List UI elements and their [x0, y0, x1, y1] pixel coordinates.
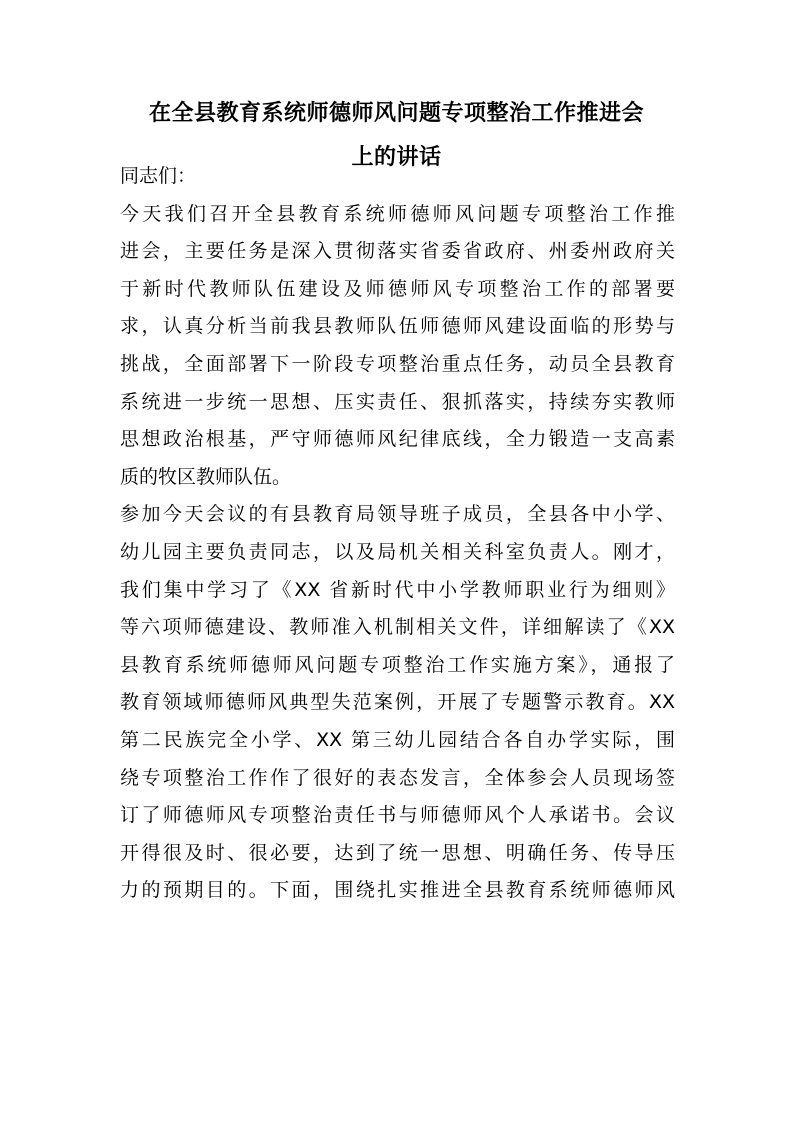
- text-line: 县教育系统师德师风问题专项整治工作实施方案》，通报了: [120, 653, 675, 676]
- text-line: 质的牧区教师队伍。: [120, 465, 292, 488]
- text-line: 于新时代教师队伍建设及师德师风专项整治工作的部署要: [120, 277, 675, 300]
- paragraph-2: [120, 496, 675, 910]
- title-line: 上的讲话: [351, 145, 442, 170]
- text-line: 教育领域师德师风典型失范案例，开展了专题警示教育。XX: [120, 691, 675, 714]
- text-line: 订了师德师风专项整治责任书与师德师风个人承诺书。会议: [120, 804, 675, 827]
- text-line: 求，认真分析当前我县教师队伍师德师风建设面临的形势与: [120, 315, 675, 338]
- text-line: 思想政治根基，严守师德师风纪律底线，全力锻造一支高素: [120, 428, 675, 451]
- paragraph-1: [120, 196, 675, 497]
- text-line: 进会，主要任务是深入贯彻落实省委省政府、州委州政府关: [120, 240, 675, 263]
- text-line: 挑战，全面部署下一阶段专项整治重点任务，动员全县教育: [120, 352, 675, 375]
- text-line: 今天我们召开全县教育系统师德师风问题专项整治工作推: [120, 202, 675, 225]
- text-line: 绕专项整治工作作了很好的表态发言，全体参会人员现场签: [120, 766, 675, 789]
- text-line: 参加今天会议的有县教育局领导班子成员，全县各中小学、: [120, 503, 675, 526]
- text-line: 开得很及时、很必要，达到了统一思想、明确任务、传导压: [120, 841, 675, 864]
- text-line: 我们集中学习了《XX 省新时代中小学教师职业行为细则》: [120, 578, 675, 601]
- text-line: 第二民族完全小学、XX 第三幼儿园结合各自办学实际，围: [120, 728, 675, 751]
- document-body: [120, 158, 675, 910]
- text-line: 系统进一步统一思想、压实责任、狠抓落实，持续夯实教师: [120, 390, 675, 413]
- text-line: 幼儿园主要负责同志，以及局机关相关科室负责人。刚才，: [120, 540, 675, 563]
- text-line: 等六项师德建设、教师准入机制相关文件，详细解读了《XX: [120, 616, 675, 639]
- title-line: 在全县教育系统师德师风问题专项整治工作推进会: [148, 101, 644, 126]
- salutation: 同志们：: [120, 165, 197, 187]
- text-line: 力的预期目的。下面，围绕扎实推进全县教育系统师德师风: [120, 879, 675, 902]
